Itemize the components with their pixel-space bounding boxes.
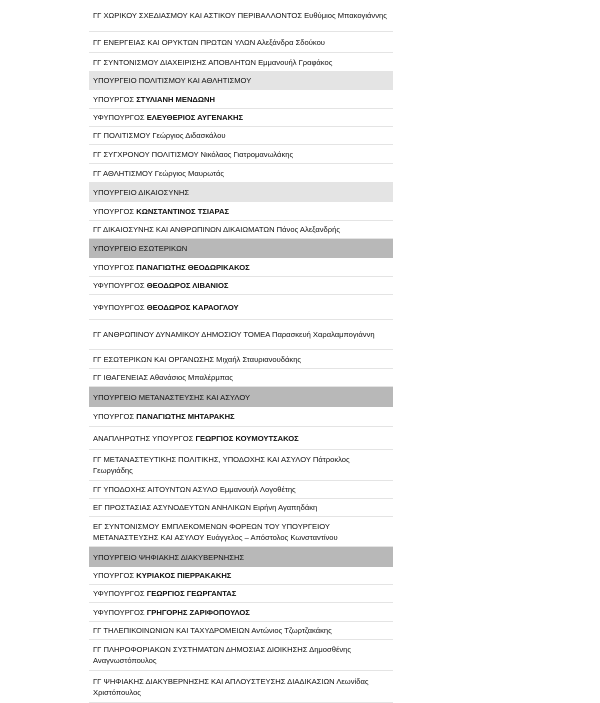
secretary-row <box>89 369 393 387</box>
official-text <box>93 206 229 217</box>
ministry-title: ΥΠΟΥΡΓΕΙΟ ΠΟΛΙΤΙΣΜΟΥ ΚΑΙ ΑΘΛΗΤΙΣΜΟΥ <box>93 76 252 85</box>
secretary-text: ΓΓ ΜΕΤΑΝΑΣΤΕΥΤΙΚΗΣ ΠΟΛΙΤΙΚΗΣ, ΥΠΟΔΟΧΗΣ ΚΑΙ ΑΣΥΛΟΥ Πάτροκλος Γεωργιάδης <box>93 455 350 475</box>
secretary-text: ΓΓ ΙΘΑΓΕΝΕΙΑΣ Αθανάσιος Μπαλέρμπας <box>93 373 233 382</box>
secretary-text: ΕΓ ΠΡΟΣΤΑΣΙΑΣ ΑΣΥΝΟΔΕΥΤΩΝ ΑΝΗΛΙΚΩΝ Ειρήνη Αγαπηδάκη <box>93 503 318 512</box>
secretary-row <box>89 164 393 183</box>
secretary-row <box>89 53 393 72</box>
secretary-row <box>89 481 393 499</box>
secretary-text: ΓΓ ΔΙΚΑΙΟΣΥΝΗΣ ΚΑΙ ΑΝΘΡΩΠΙΝΩΝ ΔΙΚΑΙΩΜΑΤΩΝ Πάνος Αλεξανδρής <box>93 225 340 234</box>
official-name: ΘΕΟΔΩΡΟΣ ΚΑΡΑΟΓΛΟΥ <box>146 302 239 312</box>
official-row <box>89 407 393 427</box>
ministry-title: ΥΠΟΥΡΓΕΙΟ ΨΗΦΙΑΚΗΣ ΔΙΑΚΥΒΕΡΝΗΣΗΣ <box>93 552 245 562</box>
secretary-row <box>89 622 393 640</box>
secretary-row <box>89 146 393 164</box>
official-name: ΚΩΝΣΤΑΝΤΙΝΟΣ ΤΣΙΑΡΑΣ <box>136 206 230 216</box>
official-row <box>89 258 393 277</box>
secretary-row <box>89 517 393 547</box>
ministry-header <box>89 387 393 407</box>
ministry-header <box>89 71 393 90</box>
secretary-row <box>89 671 393 703</box>
official-row <box>89 277 393 295</box>
official-name: ΓΕΩΡΓΙΟΣ ΓΕΩΡΓΑΝΤΑΣ <box>146 589 237 598</box>
role-label: ΥΦΥΠΟΥΡΓΟΣ <box>93 281 145 290</box>
official-name: ΚΥΡΙΑΚΟΣ ΠΙΕΡΡΑΚΑΚΗΣ <box>136 571 232 580</box>
secretary-row <box>89 221 393 239</box>
ministry-title: ΥΠΟΥΡΓΕΙΟ ΕΣΩΤΕΡΙΚΩΝ <box>93 244 188 253</box>
official-name: ΣΤΥΛΙΑΝΗ ΜΕΝΔΩΝΗ <box>136 94 215 104</box>
role-label: ΥΠΟΥΡΓΟΣ <box>93 94 135 104</box>
official-name: ΘΕΟΔΩΡΟΣ ΛΙΒΑΝΙΟΣ <box>146 281 229 290</box>
ministry-header <box>89 547 393 567</box>
secretary-text: ΓΓ ΧΩΡΙΚΟΥ ΣΧΕΔΙΑΣΜΟΥ ΚΑΙ ΑΣΤΙΚΟΥ ΠΕΡΙΒΑΛΛΟΝΤΟΣ Ευθύμιος Μπακογιάννης <box>93 11 387 20</box>
role-label: ΑΝΑΠΛΗΡΩΤΗΣ ΥΠΟΥΡΓΟΣ <box>93 433 194 443</box>
secretary-text: ΓΓ ΕΣΩΤΕΡΙΚΩΝ ΚΑΙ ΟΡΓΑΝΩΣΗΣ Μιχαήλ Σταυριανουδάκης <box>93 354 302 364</box>
official-name: ΠΑΝΑΓΙΩΤΗΣ ΜΗΤΑΡΑΚΗΣ <box>136 412 235 421</box>
official-row <box>89 585 393 603</box>
official-text <box>93 607 250 618</box>
secretary-row <box>89 32 393 53</box>
secretary-text: ΓΓ ΤΗΛΕΠΙΚΟΙΝΩΝΙΩΝ ΚΑΙ ΤΑΧΥΔΡΟΜΕΙΩΝ Αντώνιος Τζωρτζακάκης <box>93 626 332 635</box>
official-text <box>93 112 243 123</box>
secretary-text: ΓΓ ΠΟΛΙΤΙΣΜΟΥ Γεώργιος Διδασκάλου <box>93 131 226 140</box>
official-name: ΕΛΕΥΘΕΡΙΟΣ ΑΥΓΕΝΑΚΗΣ <box>146 113 244 122</box>
role-label: ΥΠΟΥΡΓΟΣ <box>93 412 135 421</box>
official-name: ΓΡΗΓΟΡΗΣ ΖΑΡΙΦΟΠΟΥΛΟΣ <box>146 607 250 617</box>
secretary-row <box>89 640 393 671</box>
official-name: ΓΕΩΡΓΙΟΣ ΚΟΥΜΟΥΤΣΑΚΟΣ <box>195 433 299 443</box>
ministry-title: ΥΠΟΥΡΓΕΙΟ ΜΕΤΑΝΑΣΤΕΥΣΗΣ ΚΑΙ ΑΣΥΛΟΥ <box>93 392 251 402</box>
official-row <box>89 202 393 221</box>
secretary-text: ΓΓ ΥΠΟΔΟΧΗΣ ΑΙΤΟΥΝΤΩΝ ΑΣΥΛΟ Εμμανουήλ Λογοθέτης <box>93 485 296 494</box>
official-text <box>93 570 231 581</box>
official-text <box>93 411 235 422</box>
official-row <box>89 603 393 622</box>
ministry-header <box>89 183 393 202</box>
ministry-header <box>89 239 393 258</box>
secretary-row <box>89 320 393 350</box>
role-label: ΥΠΟΥΡΓΟΣ <box>93 571 135 580</box>
secretary-text: ΓΓ ΣΥΝΤΟΝΙΣΜΟΥ ΔΙΑΧΕΙΡΙΣΗΣ ΑΠΟΒΛΗΤΩΝ Εμμανουήλ Γραφάκος <box>93 57 333 67</box>
secretary-text: ΕΓ ΣΥΝΤΟΝΙΣΜΟΥ ΕΜΠΛΕΚΟΜΕΝΩΝ ΦΟΡΕΩΝ ΤΟΥ ΥΠΟΥΡΓΕΙΟΥ ΜΕΤΑΝΑΣΤΕΥΣΗΣ ΚΑΙ ΑΣΥΛΟΥ Ευάγγελος – Απόστολος Κωνσταντίνου <box>93 521 338 542</box>
official-row <box>89 295 393 320</box>
official-row <box>89 109 393 127</box>
secretary-text: ΓΓ ΕΝΕΡΓΕΙΑΣ ΚΑΙ ΟΡΥΚΤΩΝ ΠΡΩΤΩΝ ΥΛΩΝ Αλεξάνδρα Σδούκου <box>93 37 325 47</box>
role-label: ΥΦΥΠΟΥΡΓΟΣ <box>93 302 145 312</box>
secretary-text: ΓΓ ΨΗΦΙΑΚΗΣ ΔΙΑΚΥΒΕΡΝΗΣΗΣ ΚΑΙ ΑΠΛΟΥΣΤΕΥΣΗΣ ΔΙΑΔΙΚΑΣΙΩΝ Λεωνίδας Χριστόπουλος <box>93 676 369 697</box>
official-row <box>89 90 393 109</box>
official-text <box>93 588 236 599</box>
official-text <box>93 302 239 313</box>
official-name: ΠΑΝΑΓΙΩΤΗΣ ΘΕΟΔΩΡΙΚΑΚΟΣ <box>136 262 250 272</box>
role-label: ΥΠΟΥΡΓΟΣ <box>93 262 135 272</box>
secretary-row <box>89 127 393 145</box>
role-label: ΥΦΥΠΟΥΡΓΟΣ <box>93 113 145 122</box>
official-text <box>93 433 299 444</box>
secretary-row <box>89 499 393 517</box>
official-text <box>93 262 250 273</box>
role-label: ΥΦΥΠΟΥΡΓΟΣ <box>93 589 145 598</box>
secretary-text: ΓΓ ΑΘΛΗΤΙΣΜΟΥ Γεώργιος Μαυρωτάς <box>93 168 224 178</box>
secretary-row <box>89 350 393 369</box>
secretary-text: ΓΓ ΠΛΗΡΟΦΟΡΙΑΚΩΝ ΣΥΣΤΗΜΑΤΩΝ ΔΗΜΟΣΙΑΣ ΔΙΟΙΚΗΣΗΣ Δημοσθένης Αναγνωστόπουλος <box>93 645 352 665</box>
official-text <box>93 280 228 291</box>
official-text <box>93 94 215 105</box>
official-row <box>89 567 393 585</box>
role-label: ΥΦΥΠΟΥΡΓΟΣ <box>93 607 145 617</box>
official-row <box>89 427 393 450</box>
role-label: ΥΠΟΥΡΓΟΣ <box>93 206 135 216</box>
secretary-row <box>89 450 393 481</box>
ministry-title: ΥΠΟΥΡΓΕΙΟ ΔΙΚΑΙΟΣΥΝΗΣ <box>93 188 190 197</box>
secretary-text: ΓΓ ΑΝΘΡΩΠΙΝΟΥ ΔΥΝΑΜΙΚΟΥ ΔΗΜΟΣΙΟΥ ΤΟΜΕΑ Παρασκευή Χαραλαμπογιάννη <box>93 330 375 339</box>
secretary-text: ΓΓ ΣΥΓΧΡΟΝΟΥ ΠΟΛΙΤΙΣΜΟΥ Νικόλαος Γιατρομανωλάκης <box>93 150 294 159</box>
secretary-row <box>89 0 393 32</box>
